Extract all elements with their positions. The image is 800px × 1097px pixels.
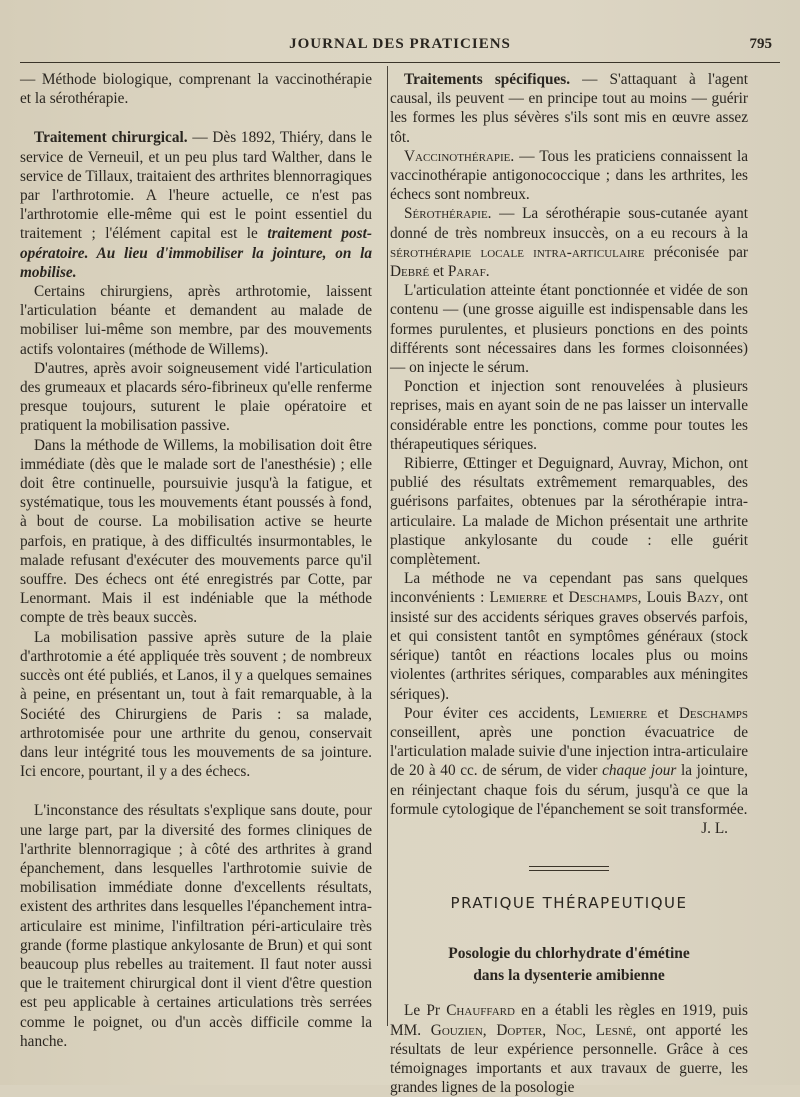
paragraph-text: préconisée par [644,243,748,261]
paragraph-text: ont apporté les résultats de leur expérience personnelle. Grâce à ces témoignages importants et aux travaux de guerre, les grandes lignes de la posologie [390,1021,748,1097]
journal-title: JOURNAL DES PRATICIENS [289,36,511,52]
paragraph-sero [390,204,748,281]
paragraph-text: Pour éviter ces accidents, [404,704,590,722]
paragraph-text: La méthode ne va cependant pas sans quelques inconvénients : [390,570,748,607]
heading-specific: Traitements spécifiques. [404,71,571,88]
article-title [390,943,748,987]
author-name: Bazy [686,589,720,607]
article-title-line-1: Posologie du chlorhydrate d'émétine [448,945,690,963]
author-name: Lemierre [489,589,548,607]
author-name: Chauffard [446,1002,515,1020]
heading-sero: Sérothérapie. [404,205,492,223]
paragraph-text: en a établi les règles en 1919, puis MM. [390,1002,748,1039]
signature: J. L. [701,819,728,837]
heading-surgical: Traitement chirurgical. [34,129,188,147]
paragraph-text: Le Pr [404,1002,447,1020]
paragraph-inconvenients [390,569,748,703]
paragraph: D'autres, après avoir soigneusement vidé l'articulation des grumeaux et placards séro-fibrineux qu'elle renferme presque toujours, suturent le plaie opératoire et pratiquent la mobilisation passive. [20,359,372,435]
paragraph-text: , ont insisté sur des accidents sériques graves observés parfois, et qui consistent tantôt en symptômes généraux (stock sérique) tantôt en réactions locales plus ou moins violentes (arthrites sériques, comparables aux méningites sériques). [390,589,748,703]
left-column [20,70,372,1051]
paragraph-text: conseillent, après une ponction évacuatrice de l'articulation malade suivie d'une injection intra-articulaire de 20 à 40 cc. de sérum, de vider [390,723,748,780]
paragraph-specific [390,70,748,147]
paragraph: L'articulation atteinte étant ponctionnée et vidée de son contenu — (une grosse aiguille est indispensable dans les formes purulentes, et plusieurs ponctions en des points différents sont nécessaires dans les formes cloisonnées) — on injecte le sérum. [390,282,748,377]
paragraph-prevention [390,704,748,819]
author-name: Lemierre [589,704,648,722]
author-names: Gouzien, Dopter, Noc, Lesné, [430,1021,637,1039]
paragraph: La mobilisation passive après suture de la plaie d'arthrotomie a été appliquée très souvent ; de nombreux succès ont été publiés, et Lanos, il y a quelques semaines à peine, en présentant un, tout à fait remarquable, à la Société des Chirurgiens de Paris : sa malade, arthrotomisée pour une arthrite du genou, conservait dans leur intégrité tous les mouvements de sa jointure. Ici encore, pourtant, il y a des échecs. [20,628,372,781]
heading-vaccino: Vaccinothérapie. [404,147,515,165]
paragraph-text: — La sérothérapie sous-cutanée ayant donné de très nombreux insuccès, on a eu recours à la [390,205,748,242]
paragraph-text: la jointure, en réinjectant chaque fois du sérum, jusqu'à ce que la formule cytologique de l'épanchement se soit transformée. [390,762,749,818]
author-name: Deschamps [568,589,638,607]
column-divider [387,66,388,1026]
paragraph: Ribierre, Œttinger et Deguignard, Auvray, Michon, ont publié des résultats extrêmement remarquables, des guérisons parfaites, obtenues par la sérothérapie intra-articulaire. La malade de Michon présentait une arthrite plastique ankylosante du coude : elle guérit complètement. [390,455,748,569]
page-header [20,36,780,58]
paragraph-surgical [20,128,372,282]
paragraph-text: — Tous les praticiens connaissent la vaccinothérapie antigonococcique ; dans les arthrites, les échecs sont nombreux. [390,147,748,204]
paragraph-text: — S'attaquant à l'agent causal, ils peuvent — en principe tout au moins — guérir les formes les plus sévères s'ils sont mis en œuvre assez tôt. [390,71,749,146]
author-name: Paraf [447,263,486,281]
right-column [390,70,748,1097]
paragraph: Ponction et injection sont renouvelées à plusieurs reprises, mais en ayant soin de ne pas laisser un intervalle considérable entre les ponctions, comme pour toutes les thérapeutiques sériques. [390,378,748,453]
paragraph-posologie [390,1001,748,1097]
article-title-line-2: dans la dysenterie amibienne [473,967,665,985]
paragraph-text: et [547,589,569,607]
small-caps-text: sérothérapie locale intra-articulaire [390,243,645,261]
paragraph-text: — Dès 1892, Thiéry, dans le service de Verneuil, et un peu plus tard Walther, dans le service de Tillaux, traitaient des arthrites blennorragiques par l'arthrotomie. A l'heure actuelle, ce n'est pas l'arthrotomie elle-même qui est le point essentiel du traitement ; l'élément capital est le [20,129,373,243]
emphasis-text: traitement post-opératoire. Au lieu d'immobiliser la jointure, on la mobilise. [20,225,372,281]
paragraph: — Méthode biologique, comprenant la vaccinothérapie et la sérothérapie. [20,71,372,108]
paragraph-text: et [429,263,448,281]
paragraph-text: . [485,263,490,281]
header-rule [20,62,780,63]
paragraph: L'inconstance des résultats s'explique sans doute, pour une large part, par la diversité des formes cliniques de l'arthrite blennorragique ; à côté des arthrites à grand épanchement, dans lesquelles l'arthrotomie suivie de mobilisation immédiate donne d'excellents résultats, existent des arthrites dans lesquelles l'épanchement intra-articulaire est minime, l'infiltration péri-articulaire très grande (forme plastique ankylosante de Brun) et qui sont beaucoup plus rebelles au traitement. Il faut noter aussi que le traitement chirurgical dont il vient d'être question est peu applicable à certaines articulations très serrées comme le poignet, ou d'un accès difficile comme la hanche. [20,802,372,1050]
paragraph-text: et [647,704,679,722]
paragraph-text: , Louis [637,589,687,607]
paragraph: Dans la méthode de Willems, la mobilisation doit être immédiate (dès que le malade sort de l'anesthésie) ; elle doit être continuelle, poursuivie jusqu'à la fatigue, et systématique, tous les mouvements étant poussés à fond, à bout de course. La mobilisation active se heurte parfois, en pratique, à des difficultés insurmontables, le malade refusant d'exécuter des mouvements parce qu'il souffre. Des échecs ont été enregistrés par Cotte, par Lenormant. Mais il est indéniable que la méthode compte de très beaux succès. [20,436,372,627]
paragraph: Certains chirurgiens, après arthrotomie, laissent l'articulation béante et demandent au malade de mobiliser lui-même son membre, par des mouvements actifs volontaires (méthode de Willems). [20,283,372,358]
author-name: Debré [390,263,430,281]
paragraph-vaccino [390,147,748,205]
emphasis-text: chaque jour [602,762,677,780]
author-name: Deschamps [678,704,748,722]
section-title: PRATIQUE THÉRAPEUTIQUE [450,894,688,913]
decorative-rule [529,866,609,874]
page-number: 795 [749,36,772,52]
